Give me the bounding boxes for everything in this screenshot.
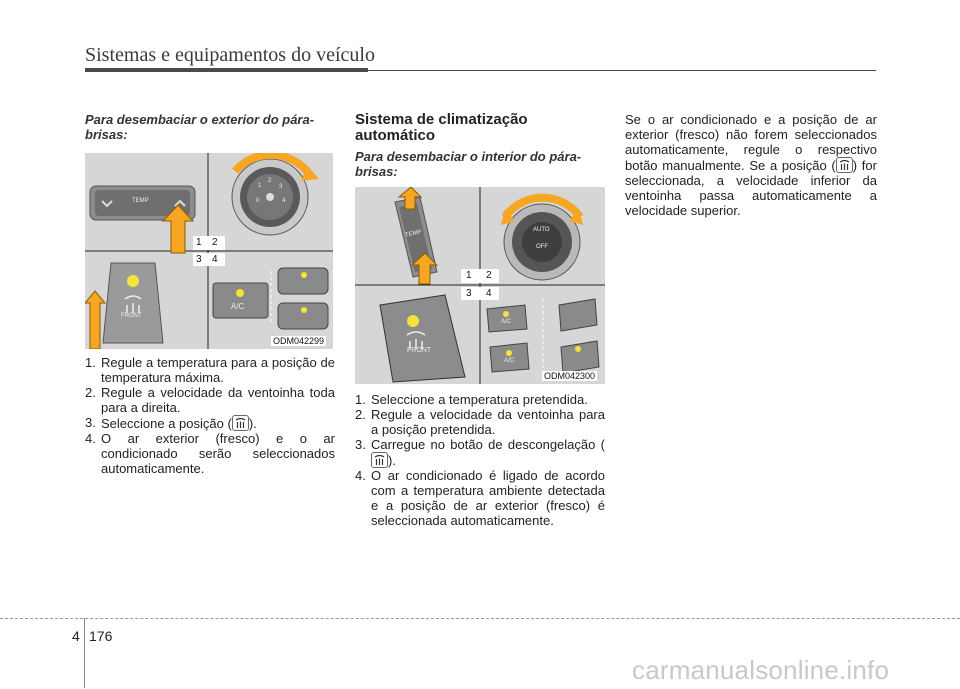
callout-1: 1 <box>196 237 202 248</box>
list-item: 1. Regule a temperatura para a posição de temperatura máxima. <box>85 355 335 385</box>
footer-vertical-rule <box>84 618 85 688</box>
page-number: 176 <box>89 628 113 644</box>
dial-number-3: 3 <box>279 184 283 190</box>
front-label-2: FRONT <box>407 347 432 354</box>
dial-number-4: 4 <box>282 198 286 204</box>
ac-label-1: A/C <box>231 302 245 311</box>
dial-number-0: 0 <box>256 198 260 204</box>
page-header-title: Sistemas e equipamentos do veículo <box>85 44 375 66</box>
callout-3: 3 <box>196 254 202 265</box>
col3-paragraph: Se o ar condicionado e a posição de ar exterior (fresco) não forem seleccionados automaticamente, regule o respectivo botão manualmente. Se a posição ( ) for seleccionada, a velocidade inferior da ventoinha passa automaticamente a velocidade superior. <box>625 112 877 218</box>
list-item: 2. Regule a velocidade da ventoinha para a posição pretendida. <box>355 407 605 437</box>
auto-label: AUTO <box>533 227 550 233</box>
chapter-number: 4 <box>72 628 80 644</box>
list-item: 4. O ar exterior (fresco) e o ar condicionado serão seleccionados automaticamente. <box>85 431 335 476</box>
list-item: 1. Seleccione a temperatura pretendida. <box>355 392 588 407</box>
col1-heading: Para desembaciar o exterior do pára-brisas: <box>85 112 315 142</box>
figure-inside-defrost-illustration <box>355 187 605 384</box>
ac-label-2: A/C <box>501 319 512 325</box>
list-item: 4. O ar condicionado é ligado de acordo com a temperatura ambiente detectada e a posição de ar exterior (fresco) é seleccionada automaticamente. <box>355 468 605 528</box>
col2-heading: Para desembaciar o interior do pára-brisas: <box>355 149 582 179</box>
watermark: carmanualsonline.info <box>632 655 890 685</box>
list-item: 3. Seleccione a posição ( ). <box>85 415 257 431</box>
list-item: 2. Regule a velocidade da ventoinha toda para a direita. <box>85 385 335 415</box>
col1-steps <box>85 355 335 476</box>
callout-4: 4 <box>486 288 492 299</box>
front-label-1: FRONT <box>121 313 142 319</box>
temp-label-1: TEMP <box>132 198 149 204</box>
section-title: Sistema de climatização automático <box>355 111 528 144</box>
front-defrost-icon <box>232 415 249 431</box>
temp-label-2: TEMP <box>404 229 423 239</box>
callout-2: 2 <box>212 237 218 248</box>
callout-1: 1 <box>466 270 472 281</box>
ac-label-3: A/C <box>504 358 515 364</box>
front-defrost-icon <box>836 157 853 173</box>
footer-dashed-rule <box>0 618 960 619</box>
callout-4: 4 <box>212 254 218 265</box>
header-rule <box>85 68 368 72</box>
figure-id-label: ODM042299 <box>273 336 325 346</box>
col2-steps <box>355 392 605 528</box>
callout-3: 3 <box>466 288 472 299</box>
dial-number-2: 2 <box>268 178 272 184</box>
figure-outside-defrost <box>85 153 333 349</box>
front-defrost-icon <box>371 452 388 468</box>
callout-2: 2 <box>486 270 492 281</box>
header-rule-thin <box>368 70 876 71</box>
dial-number-1: 1 <box>258 183 262 189</box>
figure-id-label: ODM042300 <box>544 371 596 381</box>
list-item: 3. Carregue no botão de descongelação ( ). <box>355 437 605 468</box>
off-label: OFF <box>536 244 548 250</box>
figure-outside-defrost-illustration <box>85 153 333 349</box>
figure-inside-defrost <box>355 187 605 384</box>
